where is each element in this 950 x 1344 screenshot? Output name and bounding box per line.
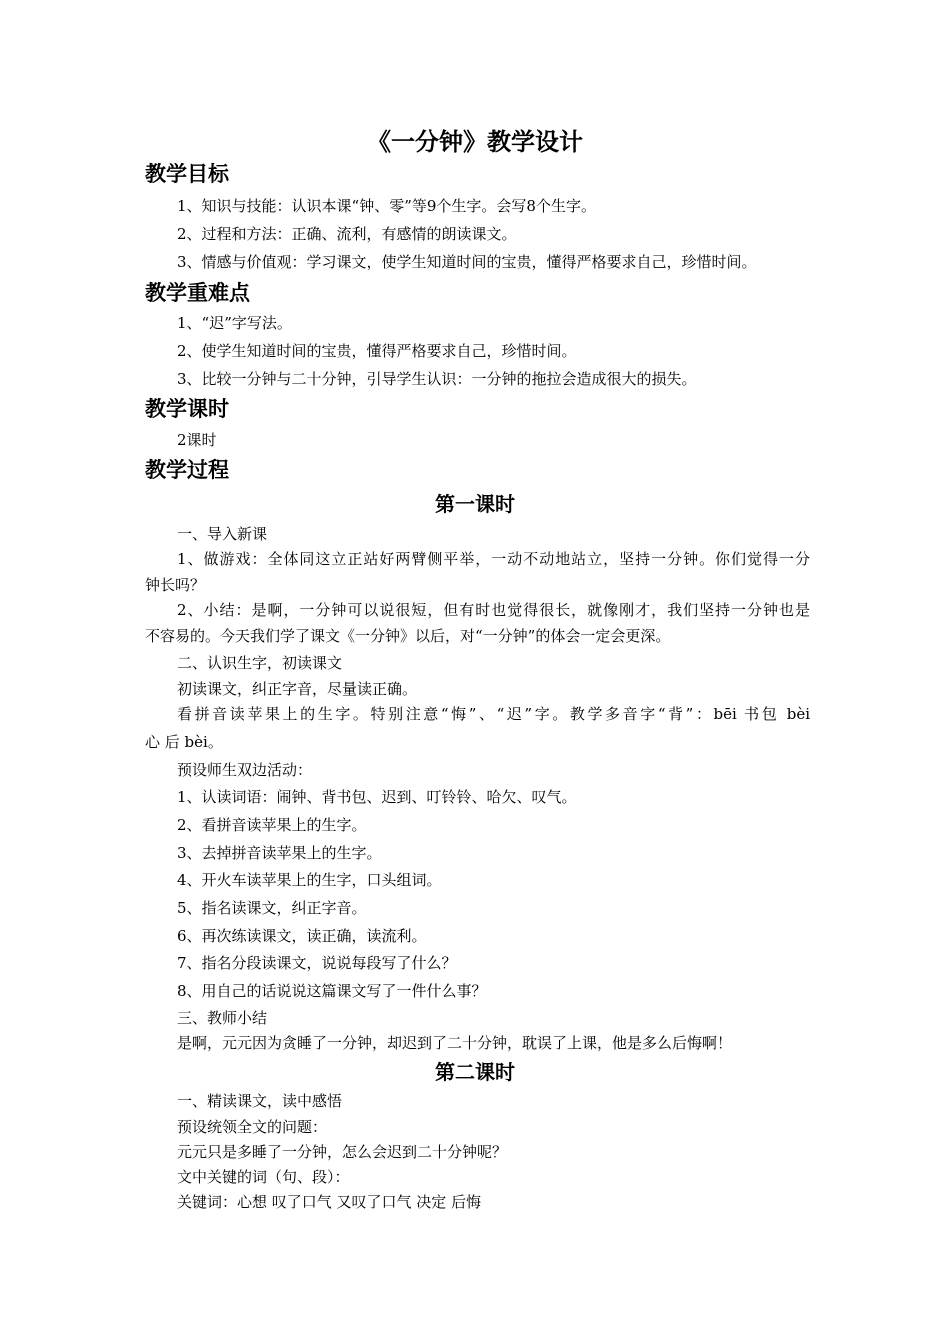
goal-item-3: 3、情感与价值观：学习课文，使学生知道时间的宝贵，懂得严格要求自己，珍惜时间。 xyxy=(177,253,757,271)
key-points-heading: 教学重难点 xyxy=(145,281,250,305)
lesson-1-section-1: 一、导入新课 xyxy=(177,525,268,543)
goals-heading: 教学目标 xyxy=(145,162,229,186)
lesson-2-line: 关键词：心想 叹了口气 又叹了口气 决定 后悔 xyxy=(177,1193,482,1211)
process-heading: 教学过程 xyxy=(145,458,229,482)
lesson-1-activity-label: 预设师生双边活动： xyxy=(177,761,313,779)
activity-item: 7、指名分段读课文，说说每段写了什么？ xyxy=(177,954,457,972)
lesson-2-line: 元元只是多睡了一分钟，怎么会迟到二十分钟呢？ xyxy=(177,1143,508,1161)
lesson-1-pinyin-line-1: 看拼音读苹果上的生字。特别注意“悔”、“迟”字。教学多音字“背”：bēi 书包 bèi xyxy=(177,705,810,723)
lesson-1-game-line-2: 钟长吗？ xyxy=(145,576,206,594)
goal-item-2: 2、过程和方法：正确、流利，有感情的朗读课文。 xyxy=(177,225,517,243)
key-point-item-3: 3、比较一分钟与二十分钟，引导学生认识：一分钟的拖拉会造成很大的损失。 xyxy=(177,370,697,388)
key-point-item-1: 1、“迟”字写法。 xyxy=(177,314,292,332)
document-title: 《一分钟》教学设计 xyxy=(367,127,583,156)
lesson-1-summary-line-1: 2、小结：是啊，一分钟可以说很短，但有时也觉得很长，就像刚才，我们坚持一分钟也是 xyxy=(177,601,810,619)
activity-item: 4、开火车读苹果上的生字，口头组词。 xyxy=(177,871,442,889)
activity-item: 6、再次练读课文，读正确，读流利。 xyxy=(177,927,427,945)
lesson-1-first-reading: 初读课文，纠正字音，尽量读正确。 xyxy=(177,680,418,698)
lesson-1-game-line-1: 1、做游戏：全体同这立正站好两臂侧平举，一动不动地站立，坚持一分钟。你们觉得一分 xyxy=(177,550,810,568)
lesson-2-line: 一、精读课文，读中感悟 xyxy=(177,1092,343,1110)
key-point-item-2: 2、使学生知道时间的宝贵，懂得严格要求自己，珍惜时间。 xyxy=(177,342,577,360)
lesson-1-pinyin-line-2: 心 后 bèi。 xyxy=(145,733,223,751)
lesson-2-line: 预设统领全文的问题： xyxy=(177,1118,328,1136)
activity-item: 3、去掉拼音读苹果上的生字。 xyxy=(177,844,382,862)
lesson-2-line: 文中关键的词（句、段）： xyxy=(177,1168,350,1186)
activity-item: 5、指名读课文，纠正字音。 xyxy=(177,899,367,917)
lesson-1-section-3: 三、教师小结 xyxy=(177,1009,268,1027)
goal-item-1: 1、知识与技能：认识本课“钟、零”等9个生字。会写8个生字。 xyxy=(177,197,596,215)
hours-heading: 教学课时 xyxy=(145,397,229,421)
lesson-2-heading: 第二课时 xyxy=(435,1060,515,1084)
lesson-1-teacher-summary: 是啊，元元因为贪睡了一分钟，却迟到了二十分钟，耽误了上课，他是多么后悔啊！ xyxy=(177,1034,733,1052)
lesson-1-section-2: 二、认识生字，初读课文 xyxy=(177,654,343,672)
activity-item: 1、认读词语：闹钟、背书包、迟到、叮铃铃、哈欠、叹气。 xyxy=(177,788,577,806)
lesson-1-heading: 第一课时 xyxy=(435,492,515,516)
hours-value: 2课时 xyxy=(177,431,217,449)
lesson-1-summary-line-2: 不容易的。今天我们学了课文《一分钟》以后，对“一分钟”的体会一定会更深。 xyxy=(145,627,671,645)
activity-item: 8、用自己的话说说这篇课文写了一件什么事？ xyxy=(177,982,487,1000)
activity-item: 2、看拼音读苹果上的生字。 xyxy=(177,816,367,834)
